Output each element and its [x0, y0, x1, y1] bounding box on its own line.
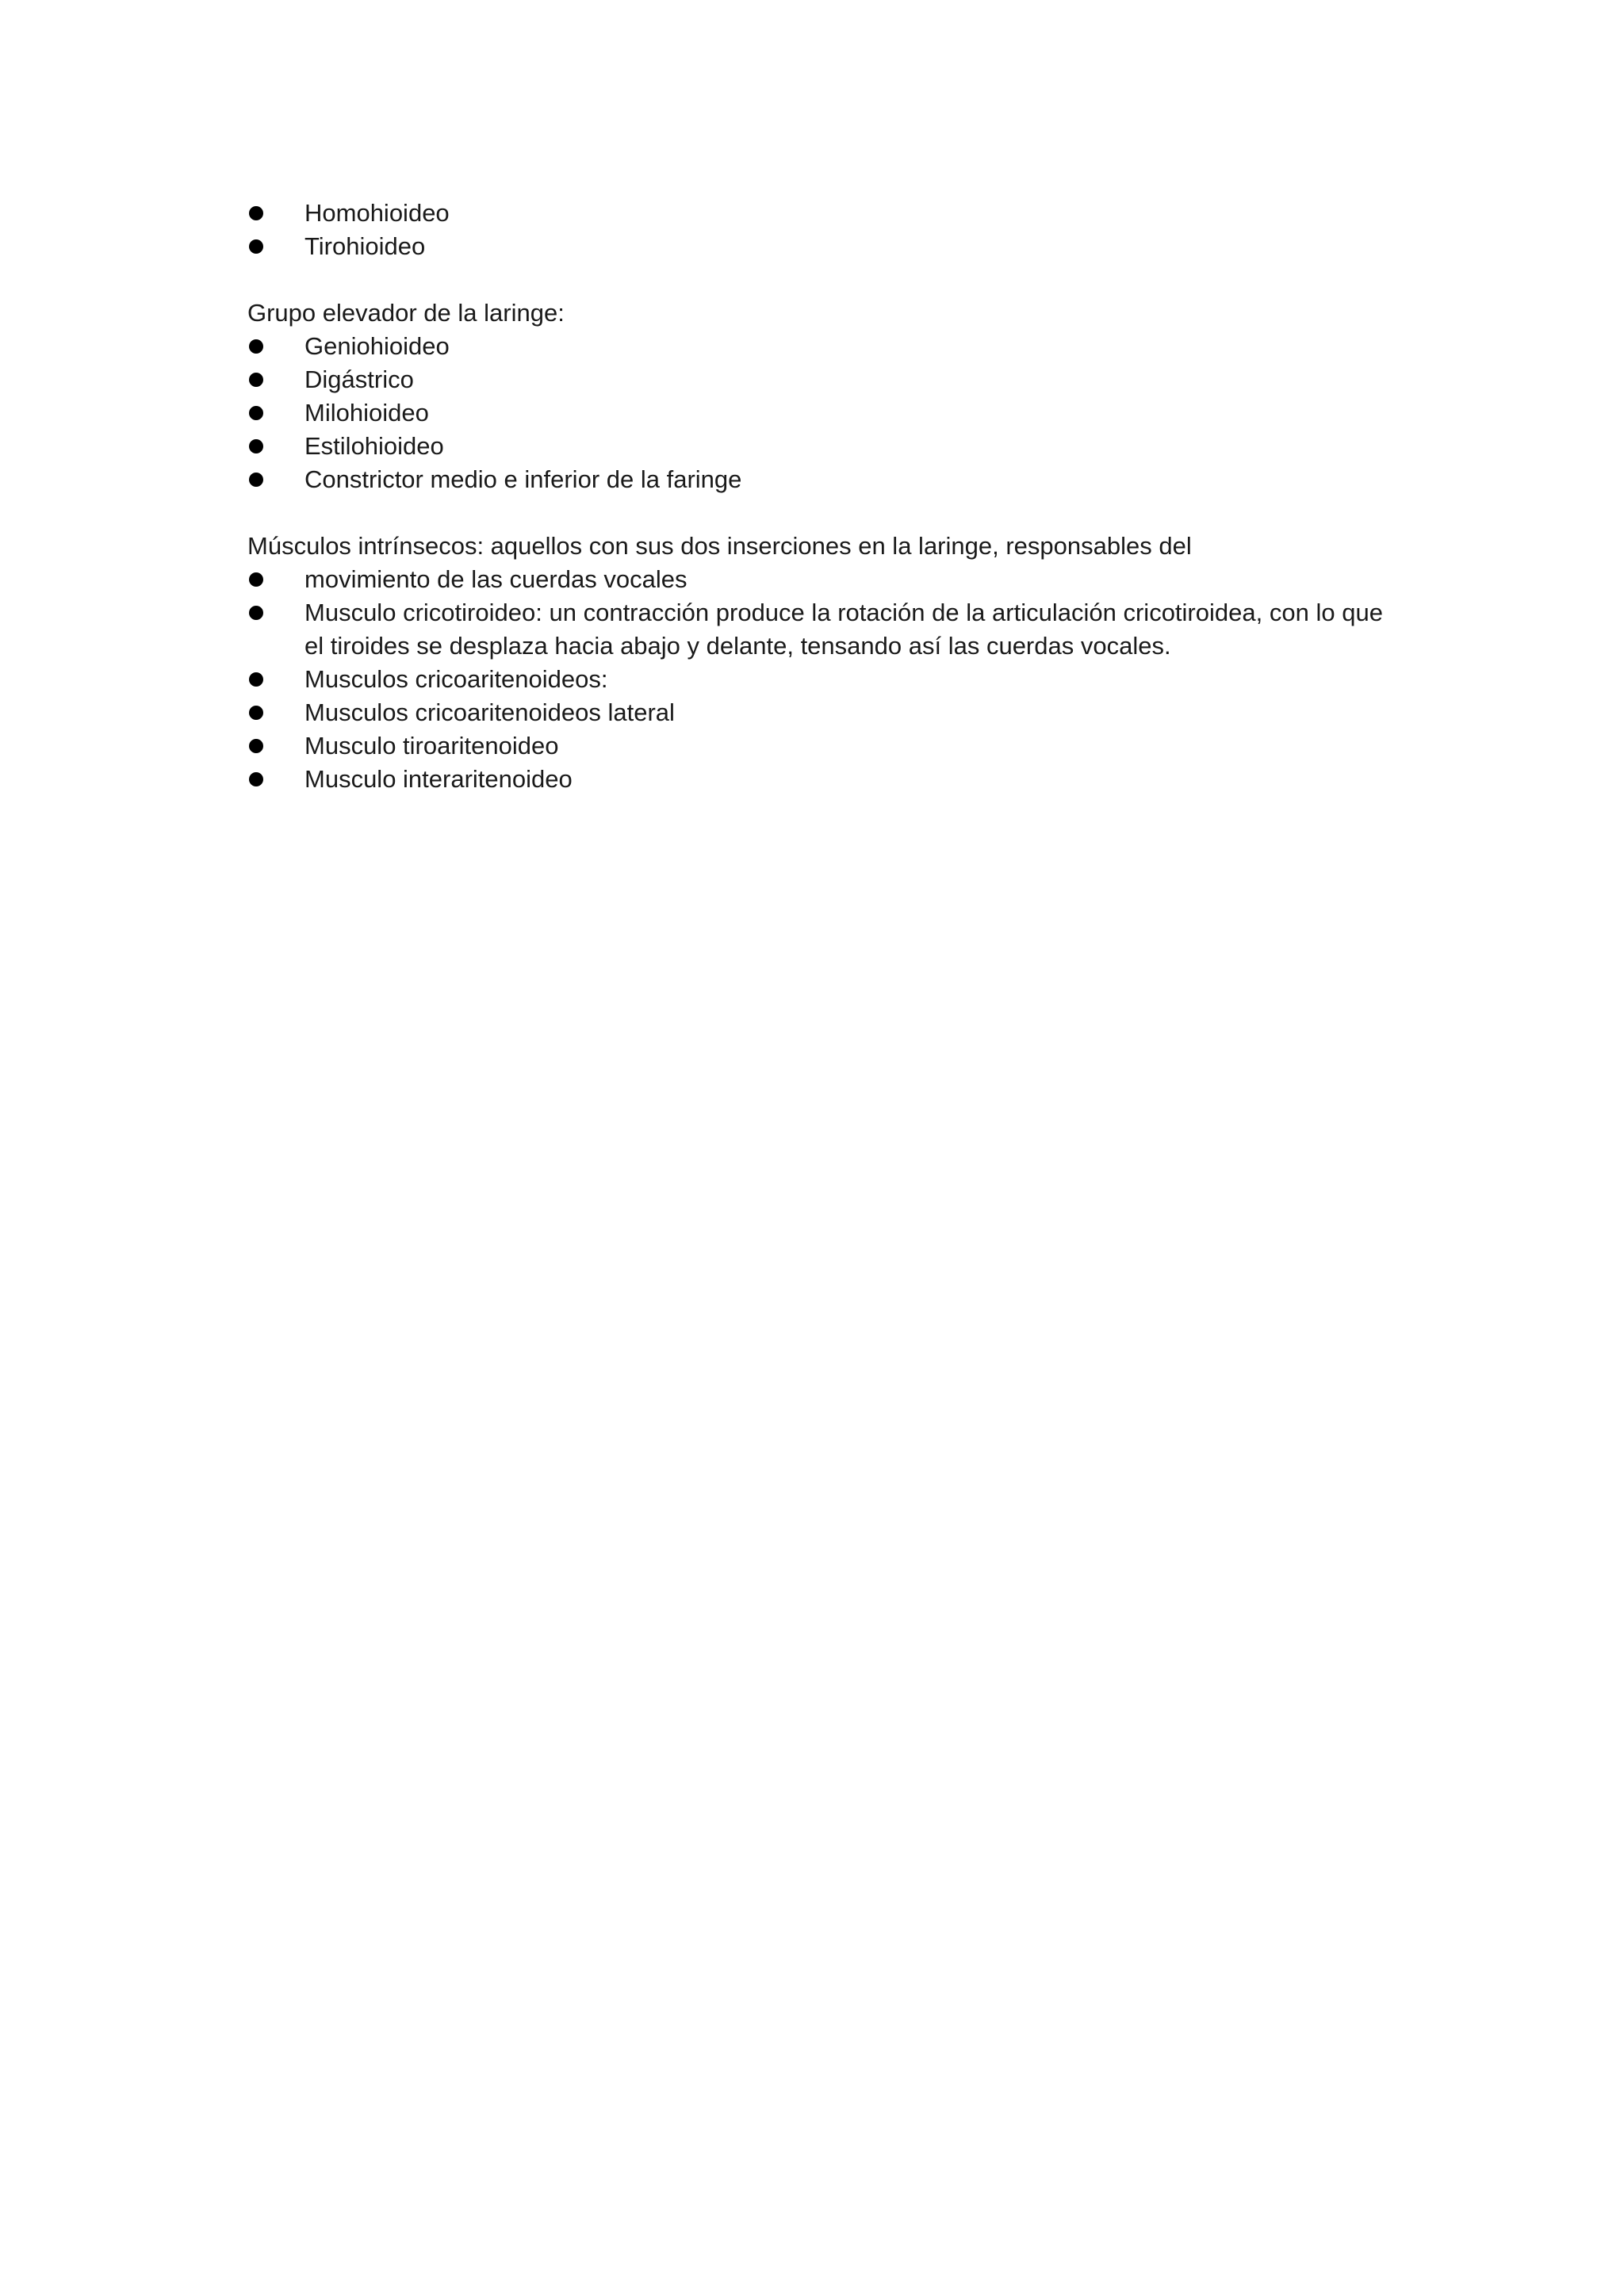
bullet-icon — [249, 339, 263, 354]
list-item: Musculos cricoaritenoideos: — [247, 663, 1383, 696]
bullet-icon — [249, 406, 263, 420]
bullet-icon — [249, 239, 263, 254]
spacer — [247, 263, 1383, 297]
bullet-icon — [249, 606, 263, 620]
section-heading-intrinsecos: Músculos intrínsecos: aquellos con sus dos inserciones en la laringe, responsables del — [247, 532, 1192, 560]
bullet-list-top — [247, 197, 1383, 263]
bullet-icon — [249, 672, 263, 687]
bullet-icon — [249, 772, 263, 786]
bullet-icon — [249, 572, 263, 587]
bullet-icon — [249, 206, 263, 220]
list-item: Musculo interaritenoideo — [247, 763, 1383, 796]
document-content — [247, 197, 1383, 796]
list-item: movimiento de las cuerdas vocales — [247, 563, 1383, 596]
bullet-icon — [249, 439, 263, 453]
list-item: Homohioideo — [247, 197, 1383, 230]
bullet-list-intrinsecos — [247, 563, 1383, 796]
section-heading-elevador: Grupo elevador de la laringe: — [247, 299, 565, 327]
spacer — [247, 496, 1383, 530]
bullet-icon — [249, 739, 263, 753]
list-item: Musculos cricoaritenoideos lateral — [247, 696, 1383, 729]
bullet-list-elevador — [247, 330, 1383, 496]
list-item: Musculo cricotiroideo: un contracción produce la rotación de la articulación cricotiroidea, con lo que el tiroides se desplaza hacia abajo y delante, tensando así las cuerdas vocales. — [247, 596, 1383, 663]
bullet-icon — [249, 706, 263, 720]
list-item: Tirohioideo — [247, 230, 1383, 263]
bullet-icon — [249, 373, 263, 387]
list-item: Estilohioideo — [247, 430, 1383, 463]
bullet-icon — [249, 473, 263, 487]
list-item: Digástrico — [247, 363, 1383, 396]
list-item: Milohioideo — [247, 396, 1383, 430]
list-item: Geniohioideo — [247, 330, 1383, 363]
list-item: Constrictor medio e inferior de la faringe — [247, 463, 1383, 496]
list-item: Musculo tiroaritenoideo — [247, 729, 1383, 763]
